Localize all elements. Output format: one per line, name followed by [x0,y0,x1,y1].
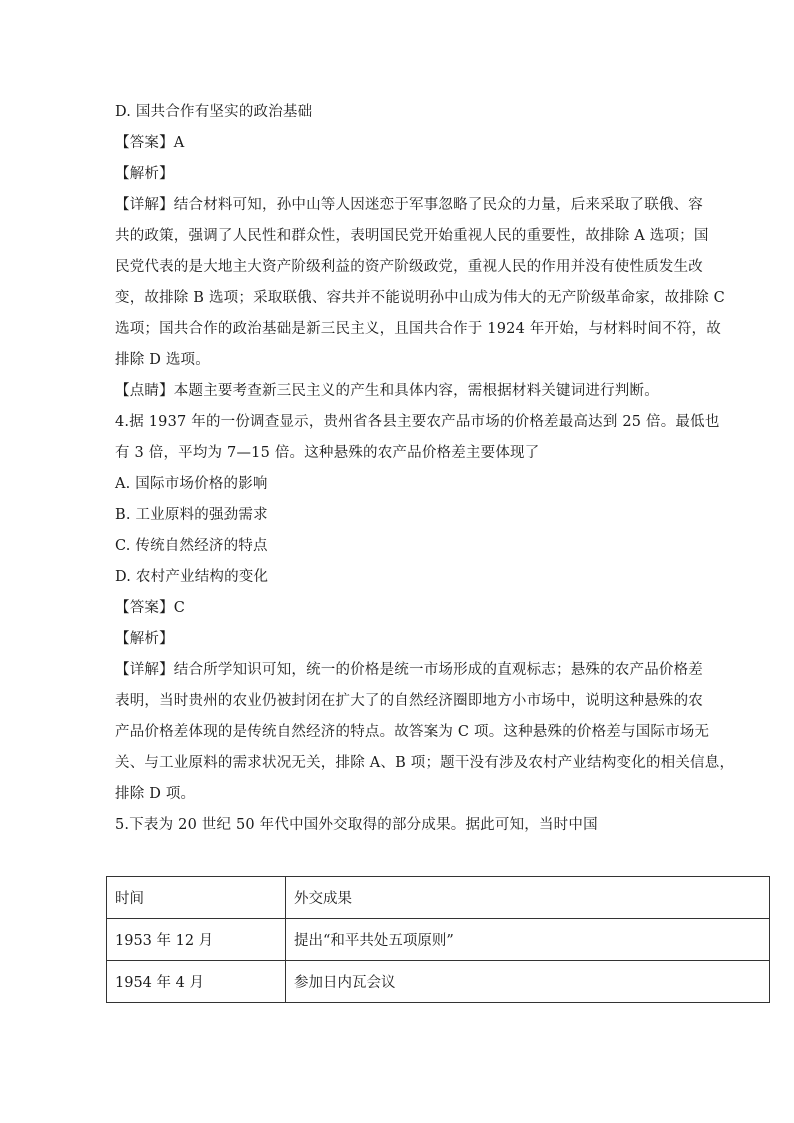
table-cell: 1954 年 4 月 [107,961,286,1003]
q4-stem-line: 有 3 倍，平均为 7—15 倍。这种悬殊的农产品价格差主要体现了 [115,445,540,461]
q4-detail-line: 【详解】结合所学知识可知，统一的价格是统一市场形成的直观标志；悬殊的农产品价格差 [115,662,703,678]
q3-detail-line: 排除 D 选项。 [115,352,210,368]
q3-detail-line: 民党代表的是大地主大资产阶级利益的资产阶级政党，重视人民的作用并没有使性质发生改 [115,259,703,275]
table-cell: 1953 年 12 月 [107,919,286,961]
table-header-cell: 外交成果 [286,877,770,919]
q4-option-a: A. 国际市场价格的影响 [115,476,268,492]
q4-option-c: C. 传统自然经济的特点 [115,538,268,554]
table-cell: 参加日内瓦会议 [286,961,770,1003]
table-row [107,919,770,961]
q3-option-d: D. 国共合作有坚实的政治基础 [115,104,313,120]
q3-answer: 【答案】A [115,135,185,151]
q3-detail-line: 【详解】结合材料可知，孙中山等人因迷恋于军事忽略了民众的力量，后来采取了联俄、容 [115,197,703,213]
q3-detail-line: 共的政策，强调了人民性和群众性，表明国民党开始重视人民的重要性，故排除 A 选项；国 [115,228,709,244]
q4-detail-line: 产品价格差体现的是传统自然经济的特点。故答案为 C 项。这种悬殊的价格差与国际市场无 [115,724,710,740]
table-row [107,961,770,1003]
q5-stem: 5.下表为 20 世纪 50 年代中国外交取得的部分成果。据此可知，当时中国 [115,817,598,833]
diplomacy-table [106,876,770,1003]
q4-analysis-label: 【解析】 [115,631,174,647]
table-header-cell: 时间 [107,877,286,919]
q3-detail-line: 选项；国共合作的政治基础是新三民主义，且国共合作于 1924 年开始，与材料时间不符，故 [115,321,721,337]
q3-analysis-label: 【解析】 [115,166,174,182]
q4-option-d: D. 农村产业结构的变化 [115,569,269,585]
q4-option-b: B. 工业原料的强劲需求 [115,507,268,523]
q4-answer: 【答案】C [115,600,186,616]
table-cell: 提出“和平共处五项原则” [286,919,770,961]
q4-detail-line: 表明，当时贵州的农业仍被封闭在扩大了的自然经济圈即地方小市场中，说明这种悬殊的农 [115,693,703,709]
q3-point: 【点睛】本题主要考查新三民主义的产生和具体内容，需根据材料关键词进行判断。 [115,383,659,399]
q3-detail-line: 变，故排除 B 选项；采取联俄、容共并不能说明孙中山成为伟大的无产阶级革命家，故排除 C [115,290,725,306]
q4-detail-line: 关、与工业原料的需求状况无关，排除 A、B 项；题干没有涉及农村产业结构变化的相关信息， [115,755,735,771]
q4-stem-line: 4.据 1937 年的一份调查显示，贵州省各县主要农产品市场的价格差最高达到 25 倍。最低也 [115,414,720,430]
table-header-row [107,877,770,919]
q4-detail-line: 排除 D 项。 [115,786,196,802]
